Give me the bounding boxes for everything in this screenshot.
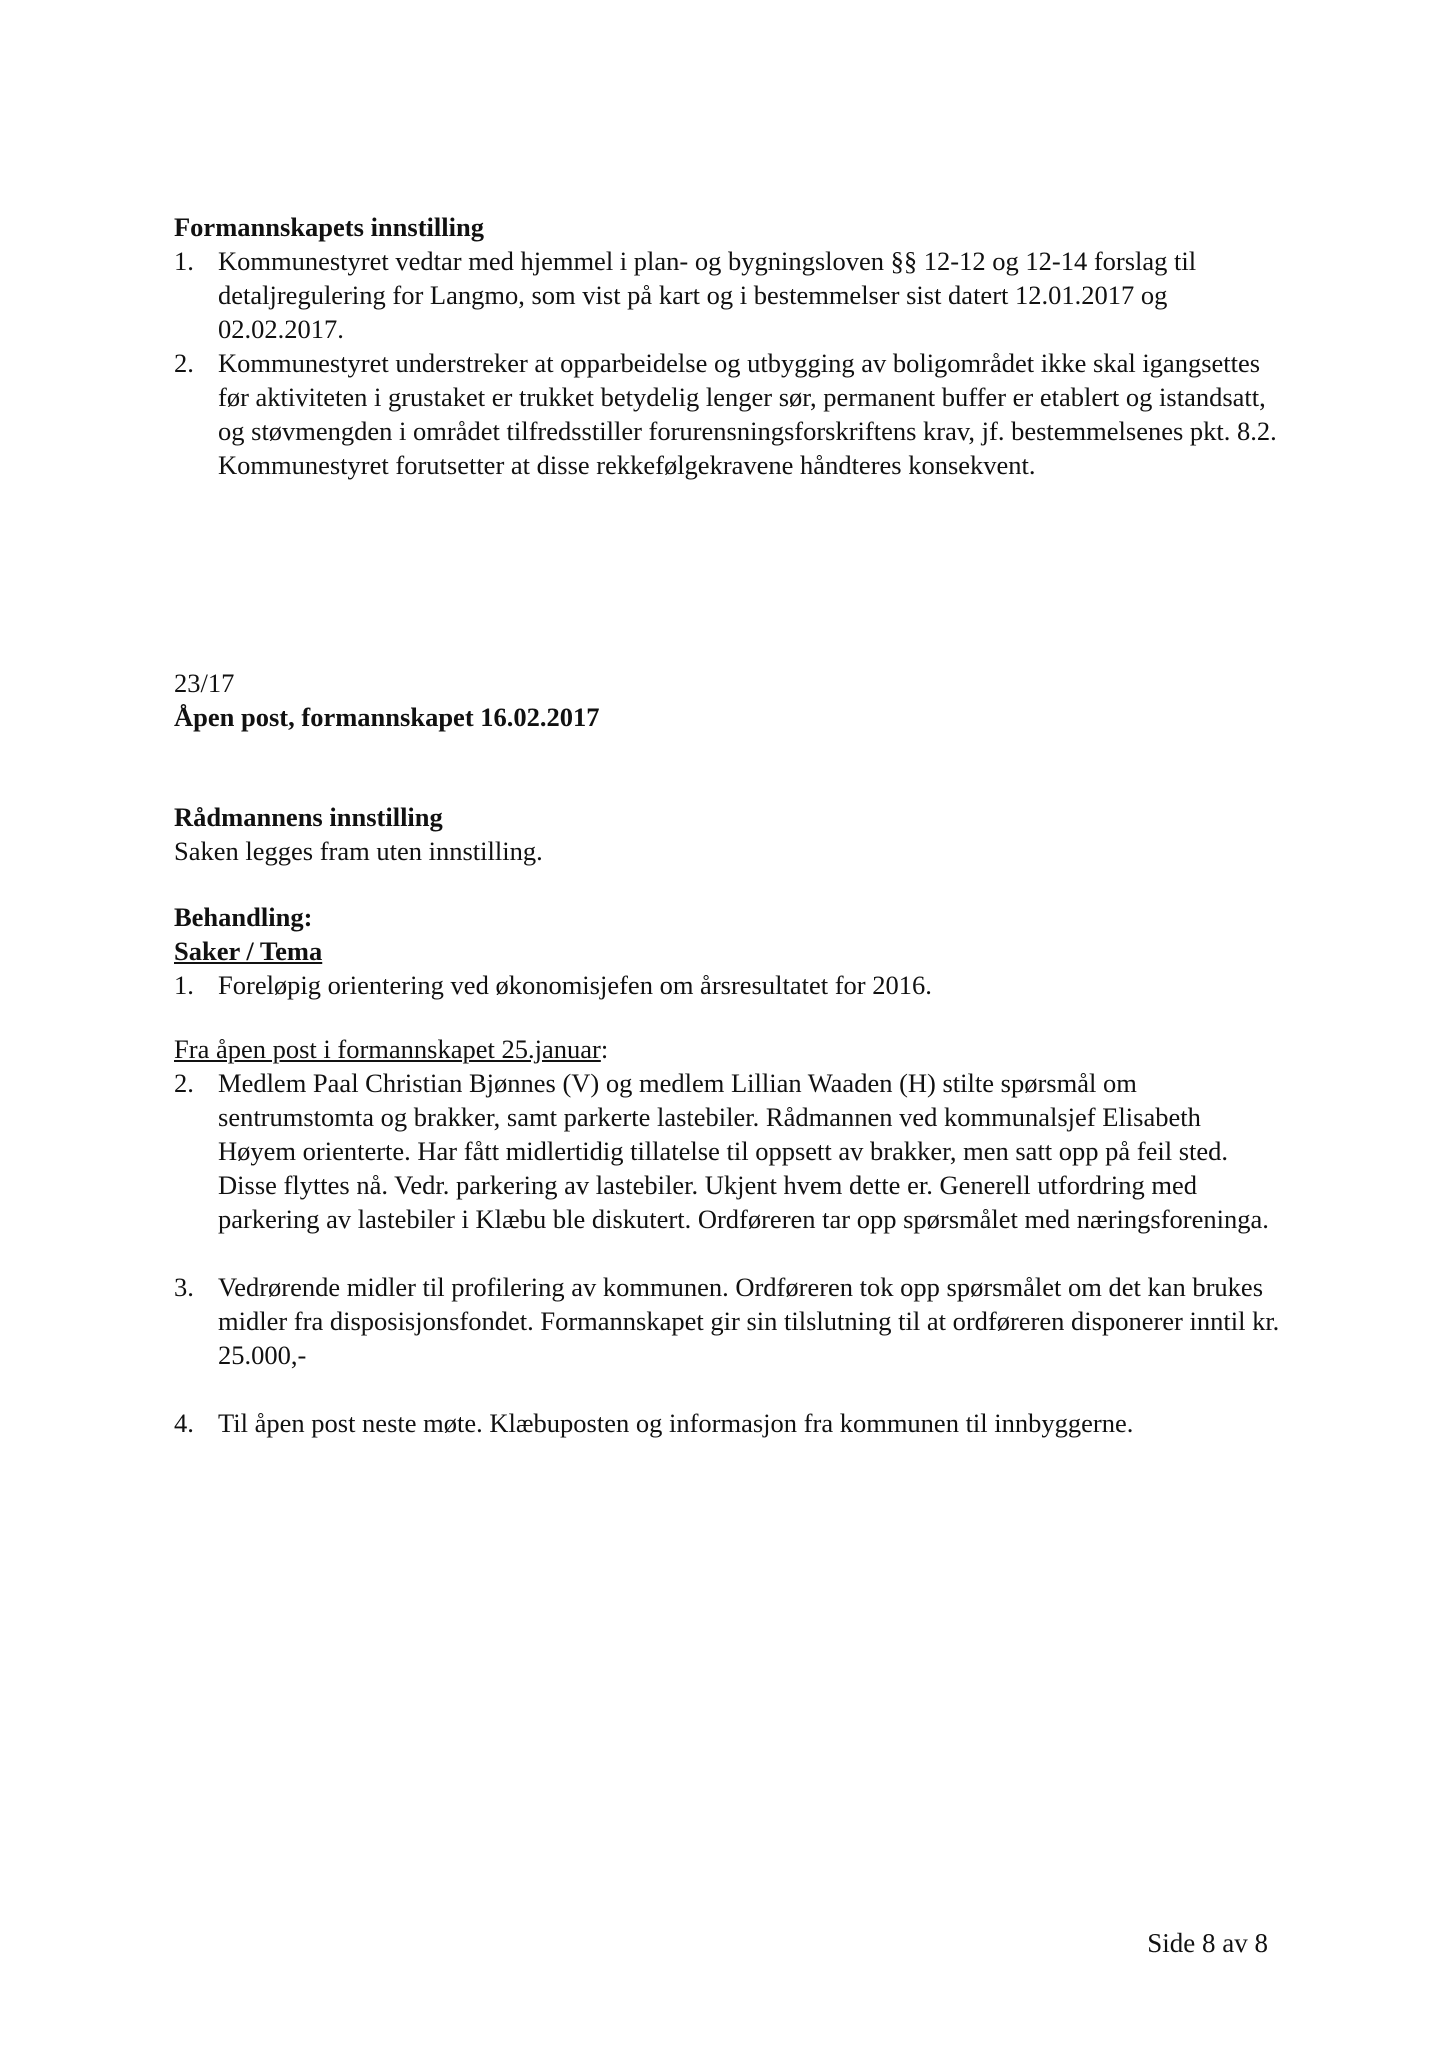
fra-apen-post-item-4 bbox=[174, 1406, 1284, 1440]
fra-apen-post-colon: : bbox=[600, 1034, 609, 1064]
list-item-number: 1. bbox=[174, 246, 194, 276]
list-item bbox=[174, 244, 1284, 346]
list-item-text: Foreløpig orientering ved økonomisjefen om årsresultatet for 2016. bbox=[218, 970, 932, 1000]
list-item-number: 1. bbox=[174, 970, 194, 1000]
list-item-number: 2. bbox=[174, 1068, 194, 1098]
list-item bbox=[174, 1406, 1284, 1440]
radmannens-innstilling-heading: Rådmannens innstilling bbox=[174, 802, 443, 832]
sak-title: Åpen post, formannskapet 16.02.2017 bbox=[174, 702, 600, 732]
list-item-text: Medlem Paal Christian Bjønnes (V) og medlem Lillian Waaden (H) stilte spørsmål om sentrumstomta og brakker, samt parkerte lastebiler. Rådmannen ved kommunalsjef Elisabeth Høyem orienterte. Har fått midlertidig tillatelse til oppsett av brakker, men satt opp på feil sted. Disse flyttes nå. Vedr. parkering av lastebiler. Ukjent hvem dette er. Generell utfordring med parkering av lastebiler i Klæbu ble diskutert. Ordføreren tar opp spørsmålet med næringsforeninga. bbox=[218, 1068, 1269, 1234]
fra-apen-post-heading: Fra åpen post i formannskapet 25.januar bbox=[174, 1034, 601, 1064]
sak-number: 23/17 bbox=[174, 668, 235, 698]
radmannens-innstilling-text: Saken legges fram uten innstilling. bbox=[174, 836, 543, 866]
behandling-section bbox=[174, 900, 1284, 1002]
fra-apen-post-heading-line bbox=[174, 1032, 1284, 1066]
fra-apen-post-item-3 bbox=[174, 1270, 1284, 1372]
list-item-number: 3. bbox=[174, 1272, 194, 1302]
page-number-footer: Side 8 av 8 bbox=[1147, 1928, 1268, 1958]
list-item bbox=[174, 968, 1284, 1002]
list-item-text: Kommunestyret understreker at opparbeidelse og utbygging av boligområdet ikke skal igangsettes før aktiviteten i grustaket er trukket betydelig lenger sør, permanent buffer er etablert og istandsatt, og støvmengden i området tilfredsstiller forurensningsforskriftens krav, jf. bestemmelsenes pkt. 8.2. Kommunestyret forutsetter at disse rekkefølgekravene håndteres konsekvent. bbox=[218, 348, 1277, 480]
saker-tema-subheading: Saker / Tema bbox=[174, 936, 323, 966]
list-item-number: 2. bbox=[174, 348, 194, 378]
formannskapets-innstilling-section bbox=[174, 210, 1284, 482]
list-item-text: Vedrørende midler til profilering av kommunen. Ordføreren tok opp spørsmålet om det kan brukes midler fra disposisjonsfondet. Formannskapet gir sin tilslutning til at ordføreren disponerer inntil kr. 25.000,- bbox=[218, 1272, 1280, 1370]
list-item-text: Kommunestyret vedtar med hjemmel i plan- og bygningsloven §§ 12-12 og 12-14 forslag til detaljregulering for Langmo, som vist på kart og i bestemmelser sist datert 12.01.2017 og 02.02.2017. bbox=[218, 246, 1197, 344]
radmannens-innstilling-section bbox=[174, 800, 1284, 868]
behandling-heading: Behandling: bbox=[174, 902, 313, 932]
list-item-text: Til åpen post neste møte. Klæbuposten og informasjon fra kommunen til innbyggerne. bbox=[218, 1408, 1134, 1438]
sak-section bbox=[174, 666, 1284, 734]
list-item bbox=[174, 346, 1284, 482]
list-item-number: 4. bbox=[174, 1408, 194, 1438]
list-item bbox=[174, 1270, 1284, 1372]
formannskapets-innstilling-heading: Formannskapets innstilling bbox=[174, 212, 484, 242]
fra-apen-post-section bbox=[174, 1032, 1284, 1236]
list-item bbox=[174, 1066, 1284, 1236]
